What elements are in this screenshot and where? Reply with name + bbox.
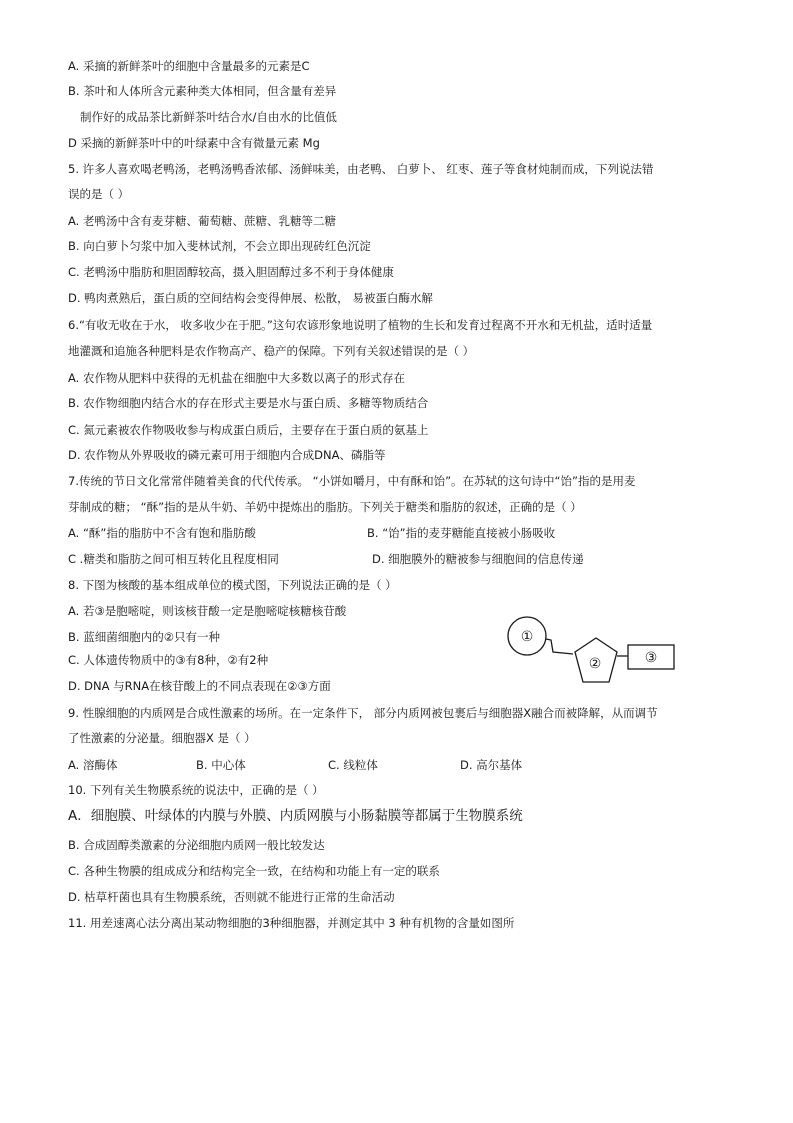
label-2: ②	[588, 656, 602, 672]
q4-option-c: 制作好的成品茶比新鲜茶叶结合水/自由水的比值低	[80, 110, 337, 124]
q4-option-a: A. 采摘的新鲜茶叶的细胞中含量最多的元素是C	[68, 59, 310, 73]
q6-option-b: B. 农作物细胞内结合水的存在形式主要是水与蛋白质、多糖等物质结合	[68, 396, 429, 410]
q6-option-d: D. 农作物从外界吸收的磷元素可用于细胞内合成DNA、磷脂等	[68, 448, 386, 462]
q7-stem-line2: 芽制成的糖； “酥”指的是从牛奶、羊奶中提炼出的脂肪。下列关于糖类和脂肪的叙述，正确的是（ ）	[68, 500, 582, 514]
q5-option-b: B. 向白萝卜匀浆中加入斐林试剂，不会立即出现砖红色沉淀	[68, 239, 371, 253]
q8-stem: 8. 下图为核酸的基本组成单位的模式图，下列说法正确的是（ ）	[68, 578, 397, 592]
q5-stem-line1: 5. 许多人喜欢喝老鸭汤，老鸭汤鸭香浓郁、汤鲜味美，由老鸭、 白萝卜、 红枣、莲子等食材炖制而成，下列说法错	[68, 162, 654, 176]
q7-option-c: C .糖类和脂肪之间可相互转化且程度相同	[68, 552, 279, 566]
q9-option-c: C. 线粒体	[328, 758, 378, 772]
q8-option-c: C. 人体遗传物质中的③有8种，②有2种	[68, 653, 269, 667]
q9-option-b: B. 中心体	[196, 758, 246, 772]
q9-option-a: A. 溶酶体	[68, 758, 118, 772]
q9-stem-line2: 了性激素的分泌量。细胞器X 是（ ）	[68, 731, 256, 745]
q7-option-d: D. 细胞膜外的糖被参与细胞间的信息传递	[372, 552, 584, 566]
q5-option-a: A. 老鸭汤中含有麦芽糖、葡萄糖、蔗糖、乳糖等二糖	[68, 214, 336, 228]
q10-stem: 10. 下列有关生物膜系统的说法中，正确的是（ ）	[68, 783, 324, 797]
q4-option-b: B. 茶叶和人体所含元素种类大体相同，但含量有差异	[68, 84, 337, 98]
q6-option-a: A. 农作物从肥料中获得的无机盐在细胞中大多数以离子的形式存在	[68, 371, 405, 385]
q6-option-c: C. 氮元素被农作物吸收参与构成蛋白质后，主要存在于蛋白质的氨基上	[68, 423, 429, 437]
q11-stem: 11. 用差速离心法分离出某动物细胞的3种细胞器，并测定其中 3 种有机物的含量如图所	[68, 916, 515, 930]
q5-option-d: D. 鸭肉煮熟后，蛋白质的空间结构会变得伸展、松散， 易被蛋白酶水解	[68, 291, 433, 305]
q7-option-b: B. “饴”指的麦芽糖能直接被小肠吸收	[367, 526, 556, 540]
label-3: ③	[644, 650, 658, 666]
q8-option-a: A. 若③是胞嘧啶，则该核苷酸一定是胞嘧啶核糖核苷酸	[68, 604, 347, 618]
q5-option-c: C. 老鸭汤中脂肪和胆固醇较高，摄入胆固醇过多不利于身体健康	[68, 265, 394, 279]
q8-option-b: B. 蓝细菌细胞内的②只有一种	[68, 630, 221, 644]
q7-stem-line1: 7.传统的节日文化常常伴随着美食的代代传承。 “小饼如嚼月，中有酥和饴”。在苏轼的这句诗中“饴”指的是用麦	[68, 474, 636, 488]
q9-stem-line1: 9. 性腺细胞的内质网是合成性激素的场所。在一定条件下， 部分内质网被包裹后与细胞器X融合而被降解，从而调节	[68, 706, 658, 720]
label-1: ①	[520, 629, 534, 645]
q8-option-d: D. DNA 与RNA在核苷酸上的不同点表现在②③方面	[68, 679, 331, 693]
q10-option-c: C. 各种生物膜的组成成分和结构完全一致，在结构和功能上有一定的联系	[68, 864, 440, 878]
q10-option-d: D. 枯草杆菌也具有生物膜系统，否则就不能进行正常的生命活动	[68, 890, 395, 904]
q9-option-d: D. 高尔基体	[460, 758, 523, 772]
q6-stem-line1: 6.“有收无收在于水， 收多收少在于肥。”这句农谚形象地说明了植物的生长和发育过程离不开水和无机盐，适时适量	[68, 318, 653, 332]
q5-stem-line2: 误的是（ ）	[68, 187, 130, 201]
nucleotide-diagram	[505, 612, 680, 692]
bond-phosphate-sugar	[546, 639, 573, 654]
q10-option-b: B. 合成固醇类激素的分泌细胞内质网一般比较发达	[68, 838, 325, 852]
q10-option-a: A．细胞膜、叶绿体的内膜与外膜、内质网膜与小肠黏膜等都属于生物膜系统	[68, 808, 523, 824]
q7-option-a: A. “酥”指的脂肪中不含有饱和脂肪酸	[68, 526, 256, 540]
q6-stem-line2: 地灌溉和追施各种肥料是农作物高产、稳产的保障。下列有关叙述错误的是（ ）	[68, 344, 475, 358]
q4-option-d: D 采摘的新鲜茶叶中的叶绿素中含有微量元素 Mg	[68, 136, 320, 150]
